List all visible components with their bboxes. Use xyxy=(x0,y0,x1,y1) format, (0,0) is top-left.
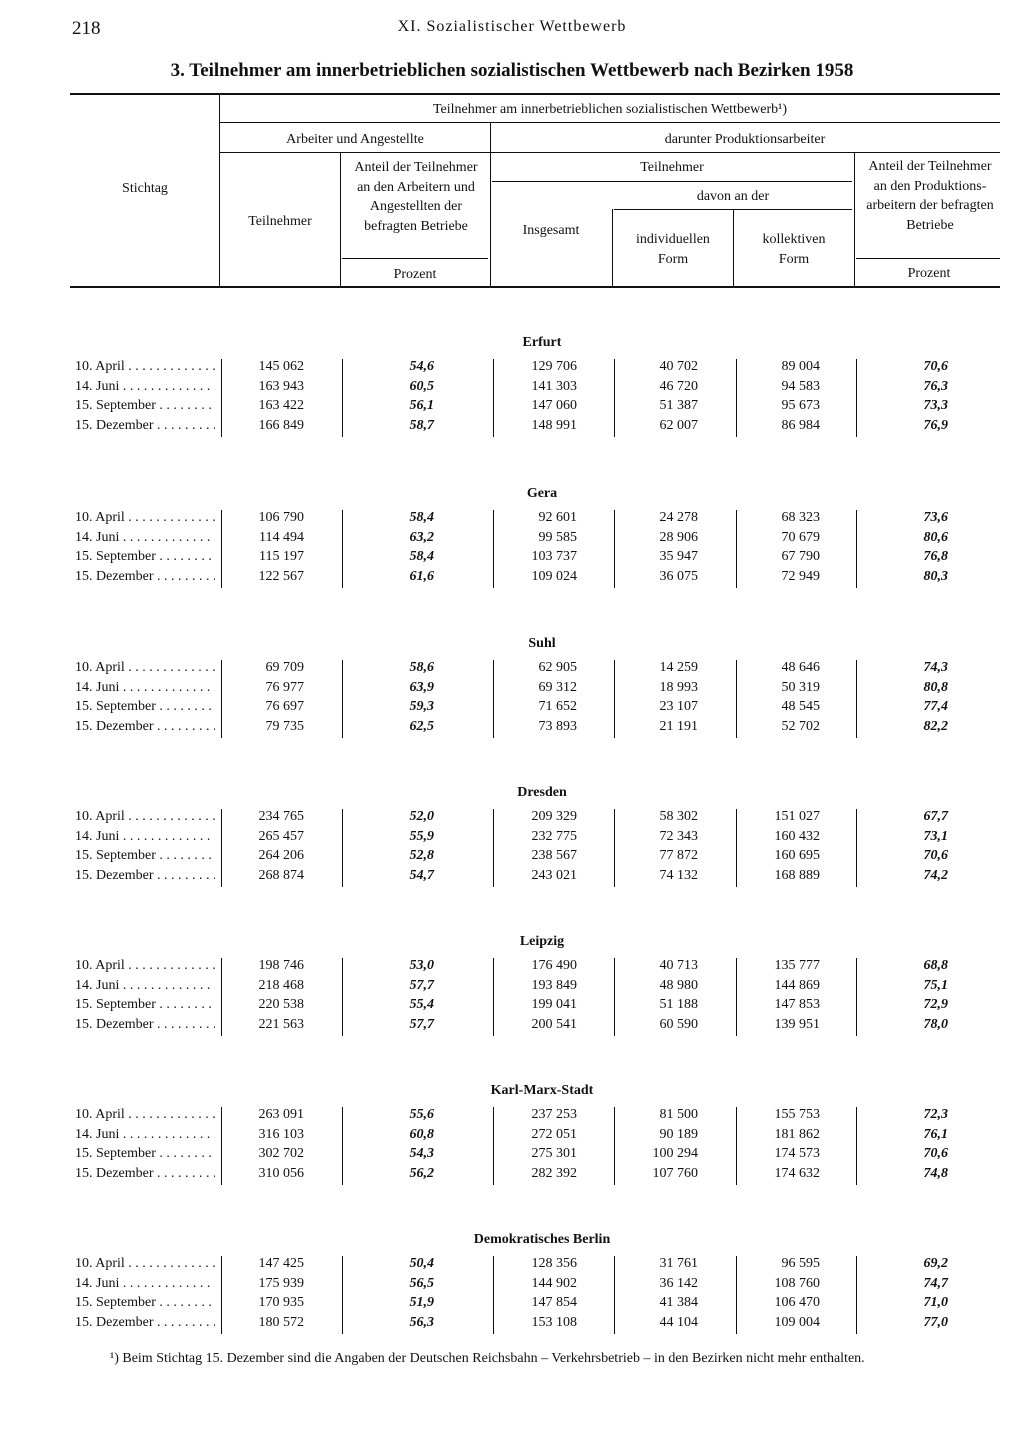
cell-individuell: 46 720 xyxy=(659,378,698,394)
cell-individuell: 40 713 xyxy=(659,958,698,973)
cell-individuell: 35 947 xyxy=(659,549,698,564)
cell-individuell: 51 188 xyxy=(659,997,698,1012)
row-date: 14. Juni . . . xyxy=(75,978,215,994)
cell-anteil-production: 69,2 xyxy=(923,1256,948,1271)
cell-insgesamt: 147 060 xyxy=(531,398,577,413)
cell-teilnehmer: 106 790 xyxy=(258,510,304,525)
table-row xyxy=(0,978,1024,997)
region-heading: Karl-Marx-Stadt xyxy=(490,1083,594,1098)
cell-anteil-workers: 54,6 xyxy=(409,359,434,374)
cell-anteil-production: 73,1 xyxy=(923,828,948,844)
region-heading: Suhl xyxy=(528,636,556,651)
table-row xyxy=(0,829,1024,848)
row-date: 15. September . . . xyxy=(75,1295,215,1311)
col-stichtag: Stichtag xyxy=(122,181,168,196)
rule-above-prozent-2 xyxy=(856,258,1000,259)
cell-anteil-workers: 56,3 xyxy=(409,1314,434,1330)
cell-insgesamt: 62 905 xyxy=(538,660,577,675)
cell-teilnehmer: 76 697 xyxy=(265,699,304,714)
cell-anteil-workers: 55,9 xyxy=(409,828,434,844)
cell-anteil-workers: 63,9 xyxy=(409,679,434,695)
cell-insgesamt: 232 775 xyxy=(531,828,577,844)
cell-teilnehmer: 147 425 xyxy=(258,1256,304,1271)
cell-individuell: 40 702 xyxy=(659,359,698,374)
cell-insgesamt: 129 706 xyxy=(531,359,577,374)
row-date: 15. Dezember . . . xyxy=(75,418,215,434)
region-heading: Dresden xyxy=(517,785,567,800)
cell-anteil-production: 77,0 xyxy=(923,1314,948,1330)
cell-anteil-production: 75,1 xyxy=(923,977,948,993)
cell-anteil-production: 74,3 xyxy=(923,660,948,675)
col-teilnehmer-sub: Teilnehmer xyxy=(640,160,704,175)
row-date: 15. Dezember . . . xyxy=(75,719,215,735)
table-row xyxy=(0,510,1024,529)
cell-anteil-workers: 60,5 xyxy=(409,378,434,394)
cell-insgesamt: 238 567 xyxy=(531,848,577,863)
cell-individuell: 31 761 xyxy=(659,1256,698,1271)
cell-individuell: 48 980 xyxy=(659,977,698,993)
cell-anteil-production: 78,0 xyxy=(923,1016,948,1032)
row-date: 14. Juni . . . xyxy=(75,379,215,395)
group-all-participants: Teilnehmer am innerbetrieblichen sozialistischen Wettbewerb¹) xyxy=(432,102,788,117)
cell-individuell: 58 302 xyxy=(659,809,698,824)
cell-anteil-workers: 56,1 xyxy=(409,398,434,413)
cell-teilnehmer: 163 422 xyxy=(258,398,304,413)
row-date: 10. April . . . xyxy=(75,1107,215,1123)
cell-individuell: 74 132 xyxy=(659,867,698,883)
cell-anteil-production: 76,3 xyxy=(923,378,948,394)
cell-anteil-workers: 61,6 xyxy=(409,568,434,584)
cell-individuell: 36 075 xyxy=(659,568,698,584)
cell-kollektiv: 94 583 xyxy=(781,378,820,394)
unit-prozent-2: Prozent xyxy=(907,266,951,281)
cell-anteil-production: 77,4 xyxy=(923,699,948,714)
table-row xyxy=(0,699,1024,718)
cell-teilnehmer: 265 457 xyxy=(258,828,304,844)
cell-individuell: 28 906 xyxy=(659,529,698,545)
col-individuell: individuellen Form xyxy=(636,232,710,267)
cell-teilnehmer: 122 567 xyxy=(258,568,304,584)
cell-insgesamt: 71 652 xyxy=(538,699,577,714)
cell-insgesamt: 99 585 xyxy=(538,529,577,545)
cell-kollektiv: 181 862 xyxy=(774,1126,820,1142)
region-heading: Demokratisches Berlin xyxy=(473,1232,611,1247)
cell-insgesamt: 275 301 xyxy=(531,1146,577,1161)
cell-teilnehmer: 220 538 xyxy=(258,997,304,1012)
table-row xyxy=(0,359,1024,378)
cell-anteil-workers: 50,4 xyxy=(409,1256,434,1271)
cell-individuell: 62 007 xyxy=(659,417,698,433)
table-row xyxy=(0,848,1024,867)
cell-insgesamt: 282 392 xyxy=(531,1165,577,1181)
cell-kollektiv: 86 984 xyxy=(781,417,820,433)
cell-anteil-production: 72,3 xyxy=(923,1107,948,1122)
cell-insgesamt: 109 024 xyxy=(531,568,577,584)
cell-insgesamt: 147 854 xyxy=(531,1295,577,1310)
cell-teilnehmer: 316 103 xyxy=(258,1126,304,1142)
cell-kollektiv: 52 702 xyxy=(781,718,820,734)
group-workers: Arbeiter und Angestellte xyxy=(286,132,424,147)
row-date: 14. Juni . . . xyxy=(75,530,215,546)
cell-insgesamt: 243 021 xyxy=(531,867,577,883)
cell-anteil-workers: 56,2 xyxy=(409,1165,434,1181)
col-kollektiv: kollektiven Form xyxy=(762,232,826,267)
row-date: 14. Juni . . . xyxy=(75,1276,215,1292)
cell-anteil-workers: 58,4 xyxy=(409,510,434,525)
table-row xyxy=(0,1276,1024,1295)
row-date: 15. Dezember . . . xyxy=(75,569,215,585)
region-heading: Gera xyxy=(526,486,558,501)
table-row xyxy=(0,569,1024,588)
cell-insgesamt: 199 041 xyxy=(531,997,577,1012)
cell-anteil-workers: 54,3 xyxy=(409,1146,434,1161)
cell-individuell: 21 191 xyxy=(659,718,698,734)
cell-anteil-workers: 55,4 xyxy=(409,997,434,1012)
cell-teilnehmer: 218 468 xyxy=(258,977,304,993)
row-date: 10. April . . . xyxy=(75,660,215,676)
page-number: 218 xyxy=(72,18,101,39)
cell-teilnehmer: 302 702 xyxy=(258,1146,304,1161)
col-anteil-workers: Anteil der Teilnehmer an den Arbeitern und Angestellten der befragten Betriebe xyxy=(354,160,478,234)
table-row xyxy=(0,680,1024,699)
cell-kollektiv: 160 432 xyxy=(774,828,820,844)
cell-anteil-production: 80,8 xyxy=(923,679,948,695)
cell-individuell: 14 259 xyxy=(659,660,698,675)
table-row xyxy=(0,1127,1024,1146)
cell-insgesamt: 92 601 xyxy=(538,510,577,525)
cell-teilnehmer: 264 206 xyxy=(258,848,304,863)
cell-anteil-production: 80,6 xyxy=(923,529,948,545)
col-insgesamt: Insgesamt xyxy=(522,223,580,238)
cell-anteil-production: 74,2 xyxy=(923,867,948,883)
header-top-rule xyxy=(70,93,1000,95)
cell-kollektiv: 67 790 xyxy=(781,549,820,564)
cell-teilnehmer: 310 056 xyxy=(258,1165,304,1181)
table-row xyxy=(0,1146,1024,1165)
row-date: 10. April . . . xyxy=(75,958,215,974)
rule-under-group xyxy=(220,122,1000,123)
cell-teilnehmer: 175 939 xyxy=(258,1275,304,1291)
cell-anteil-workers: 57,7 xyxy=(409,1016,434,1032)
cell-kollektiv: 89 004 xyxy=(781,359,820,374)
header-divider xyxy=(219,95,220,286)
cell-anteil-production: 67,7 xyxy=(923,809,948,824)
cell-anteil-workers: 58,7 xyxy=(409,417,434,433)
cell-anteil-production: 76,8 xyxy=(923,549,948,564)
cell-teilnehmer: 170 935 xyxy=(258,1295,304,1310)
cell-teilnehmer: 115 197 xyxy=(259,549,304,564)
row-date: 10. April . . . xyxy=(75,1256,215,1272)
rule-under-subgroups xyxy=(220,152,1000,153)
table-row xyxy=(0,1166,1024,1185)
cell-anteil-workers: 52,0 xyxy=(409,809,434,824)
cell-insgesamt: 193 849 xyxy=(531,977,577,993)
cell-anteil-workers: 60,8 xyxy=(409,1126,434,1142)
footnote: ¹) Beim Stichtag 15. Dezember sind die Angaben der Deutschen Reichsbahn – Verkehrsbetrieb – in den Bezirken nicht mehr enthalten. xyxy=(110,1351,865,1366)
row-date: 14. Juni . . . xyxy=(75,829,215,845)
cell-anteil-workers: 59,3 xyxy=(409,699,434,714)
cell-individuell: 72 343 xyxy=(659,828,698,844)
table-row xyxy=(0,868,1024,887)
cell-insgesamt: 128 356 xyxy=(531,1256,577,1271)
cell-kollektiv: 160 695 xyxy=(774,848,820,863)
row-date: 10. April . . . xyxy=(75,359,215,375)
table-row xyxy=(0,1256,1024,1275)
unit-prozent-1: Prozent xyxy=(393,267,437,282)
cell-insgesamt: 272 051 xyxy=(531,1126,577,1142)
cell-teilnehmer: 163 943 xyxy=(258,378,304,394)
cell-individuell: 81 500 xyxy=(659,1107,698,1122)
table-row xyxy=(0,549,1024,568)
cell-individuell: 41 384 xyxy=(659,1295,698,1310)
cell-individuell: 44 104 xyxy=(659,1314,698,1330)
cell-insgesamt: 69 312 xyxy=(538,679,577,695)
cell-anteil-production: 80,3 xyxy=(923,568,948,584)
cell-kollektiv: 48 545 xyxy=(781,699,820,714)
cell-anteil-workers: 56,5 xyxy=(409,1275,434,1291)
row-date: 15. September . . . xyxy=(75,549,215,565)
cell-kollektiv: 147 853 xyxy=(774,997,820,1012)
cell-anteil-workers: 62,5 xyxy=(409,718,434,734)
cell-anteil-workers: 57,7 xyxy=(409,977,434,993)
cell-anteil-production: 70,6 xyxy=(923,359,948,374)
cell-anteil-workers: 63,2 xyxy=(409,529,434,545)
table-row xyxy=(0,1107,1024,1126)
cell-kollektiv: 68 323 xyxy=(781,510,820,525)
cell-individuell: 24 278 xyxy=(659,510,698,525)
cell-anteil-workers: 52,8 xyxy=(409,848,434,863)
cell-insgesamt: 200 541 xyxy=(531,1016,577,1032)
cell-individuell: 60 590 xyxy=(659,1016,698,1032)
header-bottom-rule xyxy=(70,286,1000,288)
table-row xyxy=(0,379,1024,398)
header-divider xyxy=(612,209,613,286)
cell-anteil-production: 82,2 xyxy=(923,718,948,734)
header-divider xyxy=(733,209,734,286)
table-row xyxy=(0,997,1024,1016)
row-date: 15. September . . . xyxy=(75,997,215,1013)
cell-kollektiv: 174 573 xyxy=(774,1146,820,1161)
cell-individuell: 107 760 xyxy=(652,1165,698,1181)
cell-insgesamt: 148 991 xyxy=(531,417,577,433)
cell-kollektiv: 50 319 xyxy=(781,679,820,695)
row-date: 15. September . . . xyxy=(75,699,215,715)
row-date: 15. September . . . xyxy=(75,848,215,864)
cell-anteil-production: 70,6 xyxy=(923,848,948,863)
cell-teilnehmer: 268 874 xyxy=(258,867,304,883)
cell-teilnehmer: 198 746 xyxy=(258,958,304,973)
cell-kollektiv: 108 760 xyxy=(774,1275,820,1291)
cell-anteil-production: 73,6 xyxy=(923,510,948,525)
col-anteil-production: Anteil der Teilnehmer an den Produktions-arbeitern der befragten Betriebe xyxy=(866,159,994,233)
table-row xyxy=(0,958,1024,977)
table-row xyxy=(0,660,1024,679)
cell-anteil-production: 71,0 xyxy=(923,1295,948,1310)
chapter-heading: XI. Sozialistischer Wettbewerb xyxy=(397,18,627,35)
table-row xyxy=(0,1017,1024,1036)
cell-anteil-workers: 54,7 xyxy=(409,867,434,883)
row-date: 14. Juni . . . xyxy=(75,1127,215,1143)
cell-teilnehmer: 234 765 xyxy=(258,809,304,824)
table-row xyxy=(0,1315,1024,1334)
cell-anteil-workers: 55,6 xyxy=(409,1107,434,1122)
cell-kollektiv: 168 889 xyxy=(774,867,820,883)
cell-individuell: 23 107 xyxy=(659,699,698,714)
row-date: 10. April . . . xyxy=(75,809,215,825)
cell-kollektiv: 135 777 xyxy=(774,958,820,973)
rule-above-prozent-1 xyxy=(342,258,488,259)
cell-individuell: 36 142 xyxy=(659,1275,698,1291)
cell-anteil-workers: 51,9 xyxy=(409,1295,434,1310)
table-title: 3. Teilnehmer am innerbetrieblichen sozialistischen Wettbewerb nach Bezirken 1958 xyxy=(170,60,854,81)
cell-kollektiv: 109 004 xyxy=(774,1314,820,1330)
row-date: 15. Dezember . . . xyxy=(75,1017,215,1033)
cell-teilnehmer: 166 849 xyxy=(258,417,304,433)
col-davon: davon an der xyxy=(696,189,770,204)
row-date: 15. September . . . xyxy=(75,398,215,414)
cell-anteil-production: 74,8 xyxy=(923,1165,948,1181)
rule-under-teilnehmer-sub xyxy=(492,181,852,182)
cell-insgesamt: 144 902 xyxy=(531,1275,577,1291)
cell-anteil-production: 72,9 xyxy=(923,997,948,1012)
cell-insgesamt: 73 893 xyxy=(538,718,577,734)
cell-insgesamt: 237 253 xyxy=(531,1107,577,1122)
cell-anteil-production: 76,9 xyxy=(923,417,948,433)
region-heading: Erfurt xyxy=(522,335,562,350)
cell-kollektiv: 106 470 xyxy=(774,1295,820,1310)
row-date: 10. April . . . xyxy=(75,510,215,526)
table-row xyxy=(0,398,1024,417)
cell-kollektiv: 48 646 xyxy=(781,660,820,675)
cell-teilnehmer: 145 062 xyxy=(258,359,304,374)
cell-anteil-production: 73,3 xyxy=(923,398,948,413)
region-heading: Leipzig xyxy=(519,934,565,949)
cell-anteil-workers: 58,4 xyxy=(409,549,434,564)
table-row xyxy=(0,809,1024,828)
cell-teilnehmer: 263 091 xyxy=(258,1107,304,1122)
cell-kollektiv: 144 869 xyxy=(774,977,820,993)
cell-anteil-production: 68,8 xyxy=(923,958,948,973)
cell-insgesamt: 141 303 xyxy=(531,378,577,394)
table-row xyxy=(0,418,1024,437)
cell-individuell: 90 189 xyxy=(659,1126,698,1142)
cell-anteil-production: 76,1 xyxy=(923,1126,948,1142)
cell-anteil-production: 70,6 xyxy=(923,1146,948,1161)
cell-teilnehmer: 180 572 xyxy=(258,1314,304,1330)
col-teilnehmer: Teilnehmer xyxy=(248,214,312,229)
cell-teilnehmer: 69 709 xyxy=(265,660,304,675)
cell-individuell: 77 872 xyxy=(659,848,698,863)
cell-anteil-workers: 53,0 xyxy=(409,958,434,973)
cell-kollektiv: 155 753 xyxy=(774,1107,820,1122)
group-production-workers: darunter Produktionsarbeiter xyxy=(664,132,826,147)
cell-insgesamt: 103 737 xyxy=(531,549,577,564)
cell-teilnehmer: 79 735 xyxy=(265,718,304,734)
cell-kollektiv: 70 679 xyxy=(781,529,820,545)
cell-individuell: 51 387 xyxy=(659,398,698,413)
row-date: 15. September . . . xyxy=(75,1146,215,1162)
cell-insgesamt: 209 329 xyxy=(531,809,577,824)
table-row xyxy=(0,719,1024,738)
cell-anteil-production: 74,7 xyxy=(923,1275,948,1291)
table-row xyxy=(0,1295,1024,1314)
row-date: 15. Dezember . . . xyxy=(75,1315,215,1331)
cell-anteil-workers: 58,6 xyxy=(409,660,434,675)
cell-teilnehmer: 221 563 xyxy=(258,1016,304,1032)
cell-individuell: 100 294 xyxy=(652,1146,698,1161)
cell-kollektiv: 151 027 xyxy=(774,809,820,824)
cell-kollektiv: 96 595 xyxy=(781,1256,820,1271)
row-date: 15. Dezember . . . xyxy=(75,868,215,884)
cell-kollektiv: 72 949 xyxy=(781,568,820,584)
cell-teilnehmer: 114 494 xyxy=(259,529,304,545)
cell-teilnehmer: 76 977 xyxy=(265,679,304,695)
row-date: 14. Juni . . . xyxy=(75,680,215,696)
cell-kollektiv: 139 951 xyxy=(774,1016,820,1032)
cell-individuell: 18 993 xyxy=(659,679,698,695)
table-row xyxy=(0,530,1024,549)
cell-kollektiv: 95 673 xyxy=(781,398,820,413)
row-date: 15. Dezember . . . xyxy=(75,1166,215,1182)
cell-insgesamt: 153 108 xyxy=(531,1314,577,1330)
cell-insgesamt: 176 490 xyxy=(531,958,577,973)
cell-kollektiv: 174 632 xyxy=(774,1165,820,1181)
